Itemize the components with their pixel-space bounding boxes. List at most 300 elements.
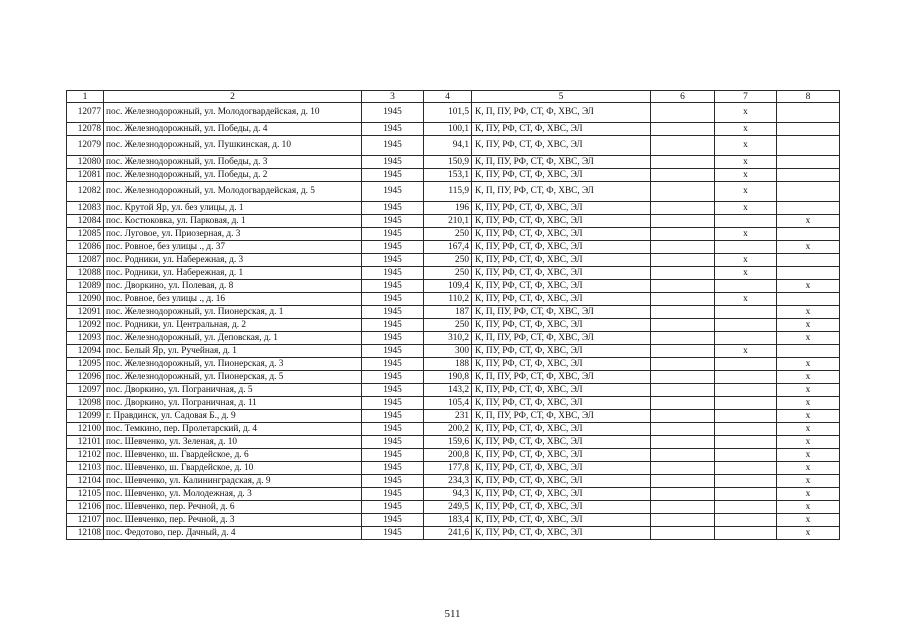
area-cell: 196: [424, 202, 472, 215]
column-6-mark-cell: [651, 488, 715, 501]
address-cell: пос. Железнодорожный, ул. Победы, д. 2: [104, 169, 362, 182]
column-7-mark-cell: х: [715, 123, 777, 136]
record-number-cell: 12088: [67, 267, 104, 280]
address-cell: пос. Железнодорожный, ул. Молодогвардейская, д. 10: [104, 103, 362, 123]
record-number-cell: 12077: [67, 103, 104, 123]
column-8-mark-cell: х: [777, 501, 840, 514]
equipment-cell: К, П, ПУ, РФ, СТ, Ф, ХВС, ЭЛ: [472, 182, 651, 202]
column-6-mark-cell: [651, 280, 715, 293]
column-7-mark-cell: [715, 397, 777, 410]
column-6-mark-cell: [651, 267, 715, 280]
address-cell: пос. Шевченко, пер. Речной, д. 3: [104, 514, 362, 527]
equipment-cell: К, ПУ, РФ, СТ, Ф, ХВС, ЭЛ: [472, 267, 651, 280]
column-7-mark-cell: х: [715, 254, 777, 267]
address-cell: пос. Шевченко, ул. Зеленая, д. 10: [104, 436, 362, 449]
record-number-cell: 12092: [67, 319, 104, 332]
column-8-mark-cell: х: [777, 280, 840, 293]
table-row: [67, 215, 840, 228]
column-6-mark-cell: [651, 156, 715, 169]
column-6-mark-cell: [651, 345, 715, 358]
column-7-mark-cell: х: [715, 267, 777, 280]
column-8-mark-cell: х: [777, 475, 840, 488]
address-cell: пос. Шевченко, ул. Калининградская, д. 9: [104, 475, 362, 488]
record-number-cell: 12108: [67, 527, 104, 540]
address-cell: пос. Родники, ул. Набережная, д. 1: [104, 267, 362, 280]
column-7-mark-cell: х: [715, 103, 777, 123]
column-7-mark-cell: [715, 319, 777, 332]
column-7-mark-cell: [715, 306, 777, 319]
area-cell: 190,8: [424, 371, 472, 384]
address-cell: пос. Федотово, пер. Дачный, д. 4: [104, 527, 362, 540]
address-cell: пос. Железнодорожный, ул. Победы, д. 3: [104, 156, 362, 169]
address-cell: пос. Шевченко, пер. Речной, д. 6: [104, 501, 362, 514]
area-cell: 210,1: [424, 215, 472, 228]
equipment-cell: К, П, ПУ, РФ, СТ, Ф, ХВС, ЭЛ: [472, 371, 651, 384]
equipment-cell: К, ПУ, РФ, СТ, Ф, ХВС, ЭЛ: [472, 123, 651, 136]
record-number-cell: 12081: [67, 169, 104, 182]
column-6-mark-cell: [651, 449, 715, 462]
column-6-mark-cell: [651, 371, 715, 384]
year-cell: 1945: [362, 306, 424, 319]
record-number-cell: 12087: [67, 254, 104, 267]
year-cell: 1945: [362, 410, 424, 423]
area-cell: 94,1: [424, 136, 472, 156]
record-number-cell: 12090: [67, 293, 104, 306]
address-cell: пос. Железнодорожный, ул. Пионерская, д. 5: [104, 371, 362, 384]
column-6-mark-cell: [651, 358, 715, 371]
year-cell: 1945: [362, 332, 424, 345]
column-6-mark-cell: [651, 306, 715, 319]
column-8-mark-cell: х: [777, 384, 840, 397]
table-row: [67, 228, 840, 241]
column-6-mark-cell: [651, 501, 715, 514]
column-6-mark-cell: [651, 293, 715, 306]
column-6-mark-cell: [651, 384, 715, 397]
record-number-cell: 12102: [67, 449, 104, 462]
year-cell: 1945: [362, 215, 424, 228]
column-8-mark-cell: [777, 123, 840, 136]
address-cell: пос. Ровное, без улицы ., д. 16: [104, 293, 362, 306]
equipment-cell: К, П, ПУ, РФ, СТ, Ф, ХВС, ЭЛ: [472, 410, 651, 423]
year-cell: 1945: [362, 202, 424, 215]
area-cell: 310,2: [424, 332, 472, 345]
column-7-mark-cell: [715, 423, 777, 436]
year-cell: 1945: [362, 228, 424, 241]
equipment-cell: К, ПУ, РФ, СТ, Ф, ХВС, ЭЛ: [472, 462, 651, 475]
column-8-mark-cell: х: [777, 423, 840, 436]
equipment-cell: К, ПУ, РФ, СТ, Ф, ХВС, ЭЛ: [472, 501, 651, 514]
equipment-cell: К, ПУ, РФ, СТ, Ф, ХВС, ЭЛ: [472, 293, 651, 306]
column-7-mark-cell: [715, 241, 777, 254]
column-7-mark-cell: [715, 358, 777, 371]
table-row: [67, 501, 840, 514]
equipment-cell: К, ПУ, РФ, СТ, Ф, ХВС, ЭЛ: [472, 215, 651, 228]
year-cell: 1945: [362, 156, 424, 169]
column-8-mark-cell: [777, 156, 840, 169]
column-7-mark-cell: [715, 475, 777, 488]
column-8-mark-cell: х: [777, 462, 840, 475]
column-7-mark-cell: х: [715, 169, 777, 182]
column-7-mark-cell: [715, 501, 777, 514]
column-8-mark-cell: [777, 103, 840, 123]
record-number-cell: 12099: [67, 410, 104, 423]
year-cell: 1945: [362, 182, 424, 202]
year-cell: 1945: [362, 436, 424, 449]
area-cell: 183,4: [424, 514, 472, 527]
column-8-mark-cell: х: [777, 527, 840, 540]
column-8-mark-cell: х: [777, 488, 840, 501]
address-cell: пос. Железнодорожный, ул. Пушкинская, д. 10: [104, 136, 362, 156]
equipment-cell: К, ПУ, РФ, СТ, Ф, ХВС, ЭЛ: [472, 345, 651, 358]
area-cell: 250: [424, 254, 472, 267]
record-number-cell: 12084: [67, 215, 104, 228]
column-6-mark-cell: [651, 215, 715, 228]
table-row: [67, 475, 840, 488]
table-row: [67, 345, 840, 358]
column-6-mark-cell: [651, 332, 715, 345]
address-cell: пос. Костюковка, ул. Парковая, д. 1: [104, 215, 362, 228]
equipment-cell: К, ПУ, РФ, СТ, Ф, ХВС, ЭЛ: [472, 280, 651, 293]
equipment-cell: К, П, ПУ, РФ, СТ, Ф, ХВС, ЭЛ: [472, 156, 651, 169]
column-6-mark-cell: [651, 169, 715, 182]
equipment-cell: К, ПУ, РФ, СТ, Ф, ХВС, ЭЛ: [472, 202, 651, 215]
table-row: [67, 371, 840, 384]
equipment-cell: К, ПУ, РФ, СТ, Ф, ХВС, ЭЛ: [472, 449, 651, 462]
year-cell: 1945: [362, 241, 424, 254]
year-cell: 1945: [362, 449, 424, 462]
header-cell-3: 3: [362, 91, 424, 103]
address-cell: г. Правдинск, ул. Садовая Б., д. 9: [104, 410, 362, 423]
header-cell-7: 7: [715, 91, 777, 103]
table-row: [67, 241, 840, 254]
address-cell: пос. Дворкино, ул. Пограничная, д. 5: [104, 384, 362, 397]
column-6-mark-cell: [651, 514, 715, 527]
table-row: [67, 462, 840, 475]
table-row: [67, 156, 840, 169]
area-cell: 94,3: [424, 488, 472, 501]
table-row: [67, 202, 840, 215]
equipment-cell: К, ПУ, РФ, СТ, Ф, ХВС, ЭЛ: [472, 136, 651, 156]
area-cell: 109,4: [424, 280, 472, 293]
year-cell: 1945: [362, 358, 424, 371]
record-number-cell: 12103: [67, 462, 104, 475]
table-row: [67, 527, 840, 540]
record-number-cell: 12107: [67, 514, 104, 527]
table-row: [67, 397, 840, 410]
address-cell: пос. Железнодорожный, ул. Деповская, д. 1: [104, 332, 362, 345]
column-7-mark-cell: х: [715, 293, 777, 306]
table-row: [67, 319, 840, 332]
address-cell: пос. Шевченко, ш. Гвардейское, д. 10: [104, 462, 362, 475]
column-8-mark-cell: х: [777, 332, 840, 345]
year-cell: 1945: [362, 267, 424, 280]
column-6-mark-cell: [651, 527, 715, 540]
equipment-cell: К, ПУ, РФ, СТ, Ф, ХВС, ЭЛ: [472, 436, 651, 449]
column-6-mark-cell: [651, 462, 715, 475]
housing-register-table: [66, 90, 840, 540]
year-cell: 1945: [362, 397, 424, 410]
year-cell: 1945: [362, 103, 424, 123]
column-8-mark-cell: [777, 254, 840, 267]
equipment-cell: К, ПУ, РФ, СТ, Ф, ХВС, ЭЛ: [472, 488, 651, 501]
column-8-mark-cell: [777, 182, 840, 202]
header-cell-6: 6: [651, 91, 715, 103]
equipment-cell: К, ПУ, РФ, СТ, Ф, ХВС, ЭЛ: [472, 241, 651, 254]
year-cell: 1945: [362, 423, 424, 436]
column-8-mark-cell: [777, 202, 840, 215]
record-number-cell: 12104: [67, 475, 104, 488]
column-7-mark-cell: х: [715, 345, 777, 358]
column-7-mark-cell: [715, 410, 777, 423]
address-cell: пос. Шевченко, ул. Молодежная, д. 3: [104, 488, 362, 501]
record-number-cell: 12089: [67, 280, 104, 293]
header-cell-1: 1: [67, 91, 104, 103]
column-7-mark-cell: х: [715, 182, 777, 202]
area-cell: 188: [424, 358, 472, 371]
table-row: [67, 254, 840, 267]
column-7-mark-cell: [715, 462, 777, 475]
column-6-mark-cell: [651, 182, 715, 202]
equipment-cell: К, ПУ, РФ, СТ, Ф, ХВС, ЭЛ: [472, 384, 651, 397]
column-6-mark-cell: [651, 410, 715, 423]
area-cell: 187: [424, 306, 472, 319]
year-cell: 1945: [362, 462, 424, 475]
area-cell: 250: [424, 319, 472, 332]
record-number-cell: 12101: [67, 436, 104, 449]
area-cell: 110,2: [424, 293, 472, 306]
column-8-mark-cell: х: [777, 319, 840, 332]
year-cell: 1945: [362, 136, 424, 156]
column-8-mark-cell: [777, 136, 840, 156]
column-8-mark-cell: [777, 267, 840, 280]
area-cell: 105,4: [424, 397, 472, 410]
header-row: [67, 91, 840, 103]
record-number-cell: 12106: [67, 501, 104, 514]
column-8-mark-cell: х: [777, 449, 840, 462]
address-cell: пос. Темкино, пер. Пролетарский, д. 4: [104, 423, 362, 436]
address-cell: пос. Дворкино, ул. Пограничная, д. 11: [104, 397, 362, 410]
area-cell: 200,2: [424, 423, 472, 436]
table-body: [67, 103, 840, 540]
area-cell: 249,5: [424, 501, 472, 514]
area-cell: 115,9: [424, 182, 472, 202]
address-cell: пос. Железнодорожный, ул. Пионерская, д. 3: [104, 358, 362, 371]
record-number-cell: 12078: [67, 123, 104, 136]
column-6-mark-cell: [651, 397, 715, 410]
year-cell: 1945: [362, 280, 424, 293]
area-cell: 100,1: [424, 123, 472, 136]
year-cell: 1945: [362, 371, 424, 384]
column-6-mark-cell: [651, 254, 715, 267]
table-row: [67, 103, 840, 123]
equipment-cell: К, П, ПУ, РФ, СТ, Ф, ХВС, ЭЛ: [472, 306, 651, 319]
table-row: [67, 410, 840, 423]
equipment-cell: К, ПУ, РФ, СТ, Ф, ХВС, ЭЛ: [472, 254, 651, 267]
table-row: [67, 514, 840, 527]
table-row: [67, 332, 840, 345]
record-number-cell: 12095: [67, 358, 104, 371]
address-cell: пос. Родники, ул. Набережная, д. 3: [104, 254, 362, 267]
area-cell: 250: [424, 267, 472, 280]
year-cell: 1945: [362, 475, 424, 488]
column-7-mark-cell: [715, 449, 777, 462]
table-row: [67, 136, 840, 156]
table-row: [67, 169, 840, 182]
equipment-cell: К, ПУ, РФ, СТ, Ф, ХВС, ЭЛ: [472, 423, 651, 436]
column-7-mark-cell: х: [715, 136, 777, 156]
header-cell-8: 8: [777, 91, 840, 103]
column-8-mark-cell: [777, 228, 840, 241]
address-cell: пос. Крутой Яр, ул. без улицы, д. 1: [104, 202, 362, 215]
area-cell: 200,8: [424, 449, 472, 462]
equipment-cell: К, П, ПУ, РФ, СТ, Ф, ХВС, ЭЛ: [472, 103, 651, 123]
column-8-mark-cell: х: [777, 514, 840, 527]
column-7-mark-cell: [715, 332, 777, 345]
year-cell: 1945: [362, 345, 424, 358]
address-cell: пос. Дворкино, ул. Полевая, д. 8: [104, 280, 362, 293]
table-row: [67, 182, 840, 202]
area-cell: 143,2: [424, 384, 472, 397]
area-cell: 177,8: [424, 462, 472, 475]
address-cell: пос. Луговое, ул. Приозерная, д. 3: [104, 228, 362, 241]
record-number-cell: 12086: [67, 241, 104, 254]
year-cell: 1945: [362, 319, 424, 332]
record-number-cell: 12098: [67, 397, 104, 410]
column-8-mark-cell: х: [777, 371, 840, 384]
header-cell-2: 2: [104, 91, 362, 103]
column-6-mark-cell: [651, 202, 715, 215]
year-cell: 1945: [362, 501, 424, 514]
area-cell: 150,9: [424, 156, 472, 169]
column-7-mark-cell: [715, 215, 777, 228]
column-8-mark-cell: [777, 345, 840, 358]
record-number-cell: 12083: [67, 202, 104, 215]
column-6-mark-cell: [651, 423, 715, 436]
area-cell: 101,5: [424, 103, 472, 123]
column-7-mark-cell: [715, 514, 777, 527]
column-7-mark-cell: [715, 280, 777, 293]
column-8-mark-cell: [777, 293, 840, 306]
table-header: [67, 91, 840, 103]
equipment-cell: К, ПУ, РФ, СТ, Ф, ХВС, ЭЛ: [472, 319, 651, 332]
year-cell: 1945: [362, 293, 424, 306]
column-7-mark-cell: [715, 384, 777, 397]
column-7-mark-cell: [715, 371, 777, 384]
record-number-cell: 12082: [67, 182, 104, 202]
column-7-mark-cell: х: [715, 202, 777, 215]
address-cell: пос. Родники, ул. Центральная, д. 2: [104, 319, 362, 332]
area-cell: 153,1: [424, 169, 472, 182]
column-6-mark-cell: [651, 241, 715, 254]
area-cell: 167,4: [424, 241, 472, 254]
table-row: [67, 306, 840, 319]
address-cell: пос. Железнодорожный, ул. Пионерская, д. 1: [104, 306, 362, 319]
year-cell: 1945: [362, 527, 424, 540]
equipment-cell: К, ПУ, РФ, СТ, Ф, ХВС, ЭЛ: [472, 397, 651, 410]
column-6-mark-cell: [651, 136, 715, 156]
column-6-mark-cell: [651, 123, 715, 136]
column-7-mark-cell: [715, 436, 777, 449]
address-cell: пос. Белый Яр, ул. Ручейная, д. 1: [104, 345, 362, 358]
year-cell: 1945: [362, 169, 424, 182]
record-number-cell: 12097: [67, 384, 104, 397]
address-cell: пос. Ровное, без улицы ., д. 37: [104, 241, 362, 254]
year-cell: 1945: [362, 514, 424, 527]
table-row: [67, 358, 840, 371]
column-8-mark-cell: х: [777, 306, 840, 319]
table-row: [67, 488, 840, 501]
area-cell: 234,3: [424, 475, 472, 488]
record-number-cell: 12079: [67, 136, 104, 156]
equipment-cell: К, ПУ, РФ, СТ, Ф, ХВС, ЭЛ: [472, 514, 651, 527]
table-row: [67, 423, 840, 436]
table-row: [67, 293, 840, 306]
column-8-mark-cell: х: [777, 410, 840, 423]
year-cell: 1945: [362, 254, 424, 267]
column-8-mark-cell: х: [777, 358, 840, 371]
equipment-cell: К, П, ПУ, РФ, СТ, Ф, ХВС, ЭЛ: [472, 332, 651, 345]
record-number-cell: 12094: [67, 345, 104, 358]
column-6-mark-cell: [651, 228, 715, 241]
year-cell: 1945: [362, 384, 424, 397]
table-row: [67, 436, 840, 449]
equipment-cell: К, ПУ, РФ, СТ, Ф, ХВС, ЭЛ: [472, 169, 651, 182]
table-row: [67, 280, 840, 293]
column-6-mark-cell: [651, 103, 715, 123]
year-cell: 1945: [362, 123, 424, 136]
header-cell-4: 4: [424, 91, 472, 103]
equipment-cell: К, ПУ, РФ, СТ, Ф, ХВС, ЭЛ: [472, 527, 651, 540]
area-cell: 159,6: [424, 436, 472, 449]
record-number-cell: 12100: [67, 423, 104, 436]
column-7-mark-cell: [715, 527, 777, 540]
page-number: 511: [444, 608, 461, 620]
address-cell: пос. Железнодорожный, ул. Победы, д. 4: [104, 123, 362, 136]
record-number-cell: 12093: [67, 332, 104, 345]
year-cell: 1945: [362, 488, 424, 501]
address-cell: пос. Шевченко, ш. Гвардейское, д. 6: [104, 449, 362, 462]
table-row: [67, 449, 840, 462]
area-cell: 231: [424, 410, 472, 423]
record-number-cell: 12105: [67, 488, 104, 501]
equipment-cell: К, ПУ, РФ, СТ, Ф, ХВС, ЭЛ: [472, 228, 651, 241]
column-6-mark-cell: [651, 319, 715, 332]
column-7-mark-cell: х: [715, 156, 777, 169]
header-cell-5: 5: [472, 91, 651, 103]
area-cell: 241,6: [424, 527, 472, 540]
area-cell: 300: [424, 345, 472, 358]
column-6-mark-cell: [651, 475, 715, 488]
column-8-mark-cell: х: [777, 215, 840, 228]
address-cell: пос. Железнодорожный, ул. Молодогвардейская, д. 5: [104, 182, 362, 202]
column-7-mark-cell: х: [715, 228, 777, 241]
column-8-mark-cell: х: [777, 436, 840, 449]
record-number-cell: 12080: [67, 156, 104, 169]
area-cell: 250: [424, 228, 472, 241]
column-8-mark-cell: [777, 169, 840, 182]
record-number-cell: 12096: [67, 371, 104, 384]
record-number-cell: 12085: [67, 228, 104, 241]
table-row: [67, 384, 840, 397]
column-8-mark-cell: х: [777, 397, 840, 410]
equipment-cell: К, ПУ, РФ, СТ, Ф, ХВС, ЭЛ: [472, 358, 651, 371]
equipment-cell: К, ПУ, РФ, СТ, Ф, ХВС, ЭЛ: [472, 475, 651, 488]
column-6-mark-cell: [651, 436, 715, 449]
table-row: [67, 123, 840, 136]
table-row: [67, 267, 840, 280]
column-7-mark-cell: [715, 488, 777, 501]
column-8-mark-cell: х: [777, 241, 840, 254]
